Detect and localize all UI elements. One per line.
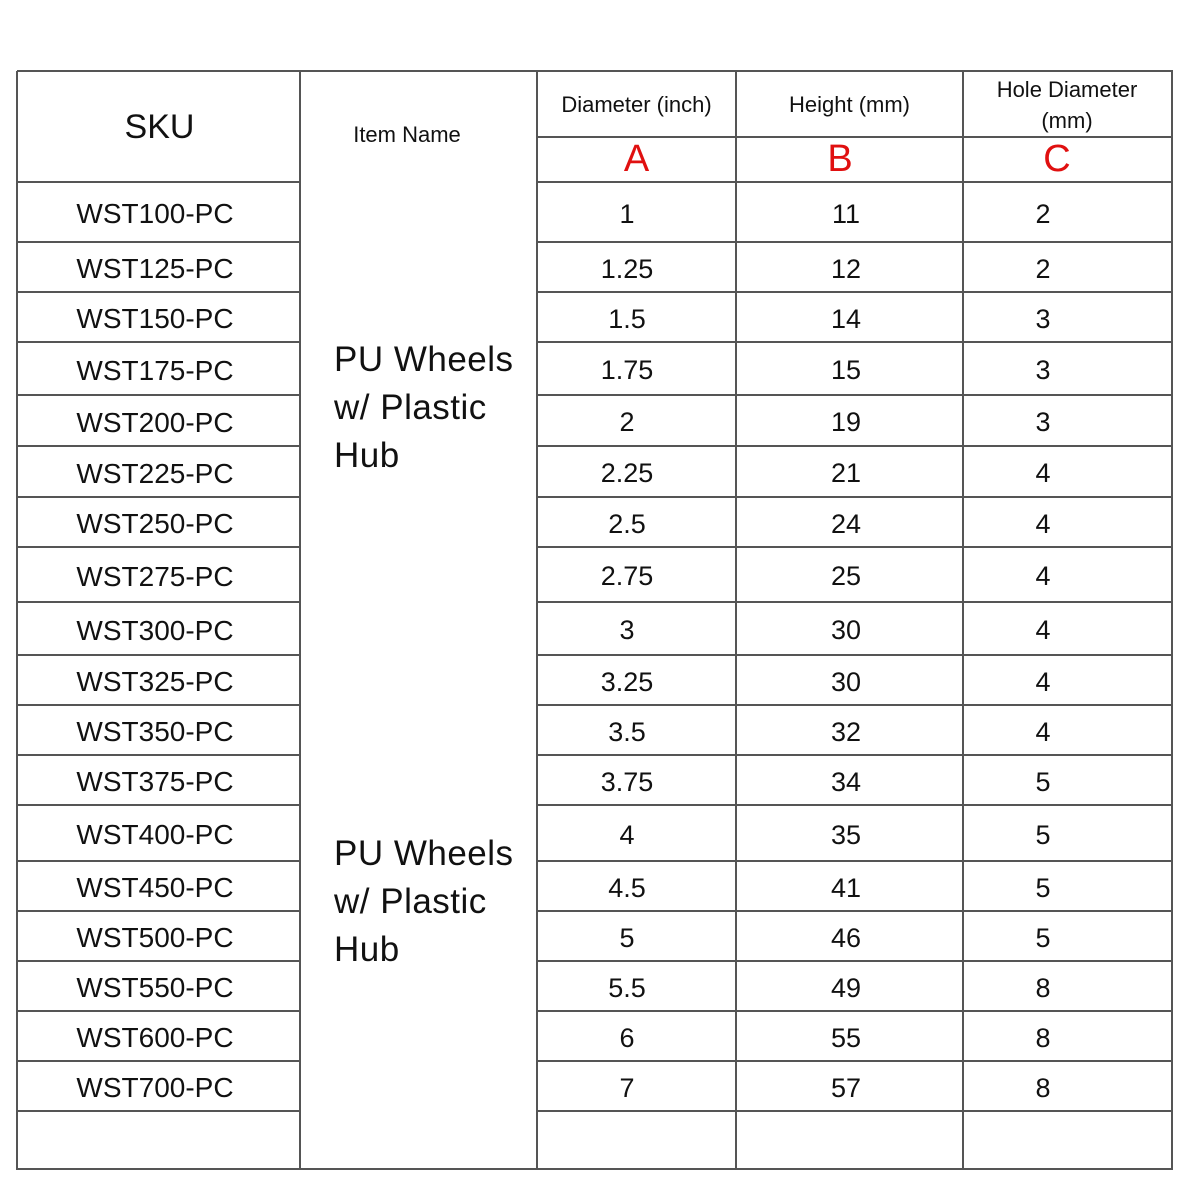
hole-diameter-cell: 4 xyxy=(1035,615,1051,645)
sku-cell: WST300-PC xyxy=(76,614,234,646)
item-name-upper-line1: PU Wheels xyxy=(334,340,514,379)
row-divider xyxy=(17,960,300,962)
height-cell: 11 xyxy=(831,198,861,229)
header-hole-diameter-line1: Hole Diameter xyxy=(996,76,1138,102)
header-bottom-line xyxy=(537,181,1172,183)
sku-cell: WST350-PC xyxy=(76,716,234,747)
row-divider xyxy=(17,241,300,243)
hole-diameter-cell: 5 xyxy=(1035,872,1051,903)
diameter-cell: 3 xyxy=(619,615,635,645)
row-divider xyxy=(17,291,300,293)
sku-cell: WST250-PC xyxy=(76,508,234,539)
diameter-cell: 6 xyxy=(619,1022,635,1053)
row-divider xyxy=(17,1110,300,1112)
hole-diameter-cell: 4 xyxy=(1035,458,1051,488)
column-divider xyxy=(299,71,301,1170)
diameter-cell: 2.25 xyxy=(600,458,654,488)
sku-cell: WST325-PC xyxy=(76,666,234,697)
height-cell: 41 xyxy=(830,872,862,903)
sku-cell: WST500-PC xyxy=(76,922,234,953)
row-divider xyxy=(17,860,300,862)
row-divider xyxy=(17,394,300,396)
hole-diameter-cell: 4 xyxy=(1035,508,1051,539)
table-border-left xyxy=(16,71,18,1170)
row-divider xyxy=(537,546,1172,548)
row-divider xyxy=(537,704,1172,706)
diameter-cell: 3.5 xyxy=(608,716,646,747)
header-sku: SKU xyxy=(124,107,195,146)
height-cell: 49 xyxy=(830,972,862,1003)
diameter-cell: 5 xyxy=(619,922,635,953)
height-cell: 57 xyxy=(830,1072,862,1103)
header-diameter: Diameter (inch) xyxy=(561,92,712,117)
sku-cell: WST375-PC xyxy=(76,766,234,797)
row-divider xyxy=(537,1110,1172,1112)
table-border-right xyxy=(1171,71,1173,1170)
row-divider xyxy=(17,704,300,706)
hole-diameter-cell: 3 xyxy=(1035,303,1051,334)
sku-cell: WST100-PC xyxy=(76,198,234,229)
height-cell: 35 xyxy=(830,819,862,850)
hole-diameter-cell: 8 xyxy=(1035,972,1051,1003)
row-divider xyxy=(537,1060,1172,1062)
hole-diameter-cell: 8 xyxy=(1035,1072,1051,1103)
sku-cell: WST600-PC xyxy=(76,1022,234,1053)
height-cell: 14 xyxy=(830,303,862,334)
hole-diameter-cell: 5 xyxy=(1035,819,1051,850)
diameter-cell: 1 xyxy=(619,198,635,229)
row-divider xyxy=(17,910,300,912)
diameter-cell: 3.75 xyxy=(600,766,654,797)
hole-diameter-cell: 4 xyxy=(1035,716,1051,747)
sku-cell: WST150-PC xyxy=(76,303,234,334)
diameter-cell: 1.25 xyxy=(600,253,654,284)
row-divider xyxy=(17,804,300,806)
header-letter-c: C xyxy=(1043,138,1071,180)
item-name-lower-line3: Hub xyxy=(334,930,400,969)
hole-diameter-cell: 2 xyxy=(1035,198,1051,229)
header-letter-b: B xyxy=(827,138,853,180)
item-name-upper xyxy=(334,336,534,480)
height-cell: 15 xyxy=(830,355,862,385)
height-cell: 55 xyxy=(830,1022,862,1053)
row-divider xyxy=(537,241,1172,243)
hole-diameter-cell: 4 xyxy=(1035,666,1051,697)
sku-cell: WST125-PC xyxy=(76,253,234,284)
hole-diameter-cell: 5 xyxy=(1035,922,1051,953)
diameter-cell: 4.5 xyxy=(608,872,646,903)
sku-cell: WST200-PC xyxy=(76,406,234,438)
header-hole-diameter xyxy=(963,72,1171,137)
sku-cell: WST700-PC xyxy=(76,1072,234,1103)
hole-diameter-cell: 3 xyxy=(1035,355,1051,385)
header-height: Height (mm) xyxy=(788,92,910,117)
diameter-cell: 2.5 xyxy=(608,508,646,539)
height-cell: 30 xyxy=(830,666,862,697)
diameter-cell: 2.75 xyxy=(600,561,654,591)
row-divider xyxy=(17,445,300,447)
diameter-cell: 4 xyxy=(619,819,635,850)
sku-cell: WST275-PC xyxy=(76,560,234,592)
row-divider xyxy=(537,804,1172,806)
row-divider xyxy=(17,1060,300,1062)
sku-cell: WST550-PC xyxy=(76,972,234,1003)
diameter-cell: 7 xyxy=(619,1072,635,1103)
row-divider xyxy=(17,601,300,603)
header-hole-diameter-line2: (mm) xyxy=(1041,107,1093,133)
table-border-top xyxy=(17,70,1173,72)
row-divider xyxy=(537,291,1172,293)
height-cell: 19 xyxy=(830,407,862,437)
table-border-bottom xyxy=(17,1168,1173,1170)
item-name-upper-line3: Hub xyxy=(334,436,400,475)
item-name-lower-line2: w/ Plastic xyxy=(334,882,487,921)
header-item-name: Item Name xyxy=(353,122,461,147)
row-divider xyxy=(537,910,1172,912)
hole-diameter-cell: 4 xyxy=(1035,561,1051,591)
row-divider xyxy=(537,1010,1172,1012)
diameter-cell: 1.75 xyxy=(600,355,654,385)
height-cell: 32 xyxy=(830,716,862,747)
hole-diameter-cell: 5 xyxy=(1035,766,1051,797)
diameter-cell: 3.25 xyxy=(600,666,654,697)
hole-diameter-cell: 3 xyxy=(1035,407,1051,437)
column-divider xyxy=(536,71,538,1170)
sku-cell: WST175-PC xyxy=(76,354,234,386)
header-bottom-line xyxy=(17,181,300,183)
diameter-cell: 5.5 xyxy=(608,972,646,1003)
row-divider xyxy=(537,445,1172,447)
diameter-cell: 1.5 xyxy=(608,303,646,334)
column-divider xyxy=(735,71,737,1170)
column-divider xyxy=(962,71,964,1170)
item-name-lower xyxy=(334,830,534,974)
hole-diameter-cell: 8 xyxy=(1035,1022,1051,1053)
sku-cell: WST450-PC xyxy=(76,872,234,903)
height-cell: 25 xyxy=(830,561,862,591)
row-divider xyxy=(537,394,1172,396)
row-divider xyxy=(537,601,1172,603)
row-divider xyxy=(17,496,300,498)
height-cell: 30 xyxy=(830,615,862,645)
height-cell: 21 xyxy=(830,458,862,488)
sku-cell: WST225-PC xyxy=(76,457,234,489)
row-divider xyxy=(17,654,300,656)
header-subdivider xyxy=(537,136,1172,138)
row-divider xyxy=(17,754,300,756)
row-divider xyxy=(17,341,300,343)
sku-cell: WST400-PC xyxy=(76,819,234,850)
row-divider xyxy=(17,546,300,548)
item-name-upper-line2: w/ Plastic xyxy=(334,388,487,427)
height-cell: 24 xyxy=(830,508,862,539)
row-divider xyxy=(537,496,1172,498)
height-cell: 12 xyxy=(830,253,862,284)
item-name-lower-line1: PU Wheels xyxy=(334,834,514,873)
hole-diameter-cell: 2 xyxy=(1035,253,1051,284)
row-divider xyxy=(537,960,1172,962)
row-divider xyxy=(17,1010,300,1012)
row-divider xyxy=(537,860,1172,862)
row-divider xyxy=(537,341,1172,343)
row-divider xyxy=(537,754,1172,756)
diameter-cell: 2 xyxy=(619,407,635,437)
header-letter-a: A xyxy=(623,138,650,180)
height-cell: 34 xyxy=(830,766,862,797)
row-divider xyxy=(537,654,1172,656)
height-cell: 46 xyxy=(830,922,862,953)
